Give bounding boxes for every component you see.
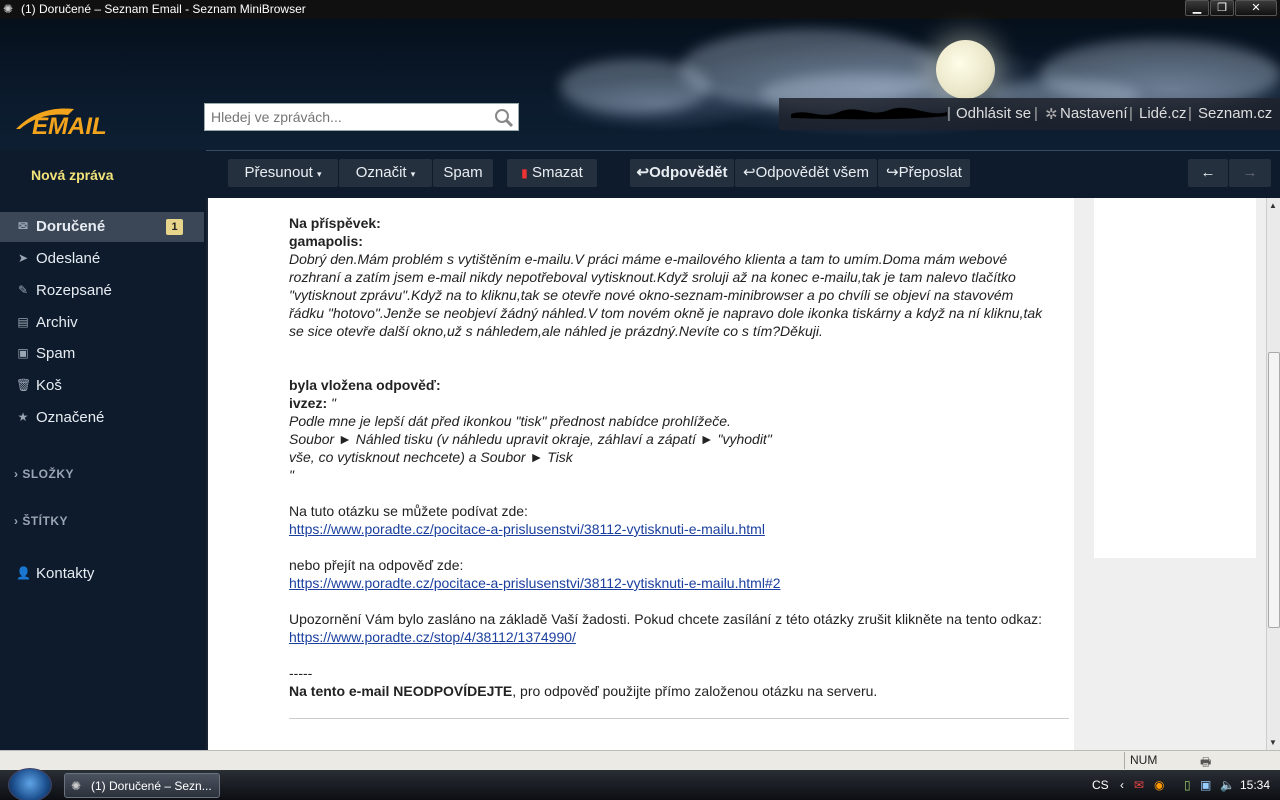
answer-line: Podle mne je lepší dát před ikonkou "tisk" přednost nabídce prohlížeče. bbox=[289, 413, 731, 429]
separator: | bbox=[1034, 105, 1038, 122]
trash-icon: 🗑 bbox=[16, 378, 32, 392]
folders-section-toggle[interactable] bbox=[14, 467, 74, 481]
separator: | bbox=[947, 105, 951, 122]
page-header bbox=[0, 19, 1280, 150]
printer-icon: 🖶 bbox=[1200, 755, 1212, 769]
mark-label: Označit bbox=[355, 164, 407, 181]
spam-folder-icon: ▣ bbox=[17, 346, 29, 360]
sidebar-item-label: Koš bbox=[36, 377, 62, 394]
answer-line: Soubor ► Náhled tisku (v náhledu upravit okraje, záhlaví a zápatí ► "vyhodit" bbox=[289, 431, 772, 447]
answer-line: " bbox=[289, 467, 294, 483]
question-line: řádku "hotovo".Jenže se neobjeví žádný náhled.V tom novém okně je napravo dole ikonka tiskárny a když na ní kliknu,tak bbox=[289, 305, 1043, 321]
reply-button[interactable] bbox=[630, 159, 734, 187]
inbox-icon: ✉ bbox=[17, 219, 29, 233]
moon-decoration bbox=[936, 40, 995, 99]
forward-button[interactable] bbox=[878, 159, 970, 187]
sidebar-item-label: Archiv bbox=[36, 314, 78, 331]
sidebar-item-starred[interactable] bbox=[0, 403, 204, 433]
tray-expand-icon[interactable]: ‹ bbox=[1120, 778, 1124, 792]
question-line: Dobrý den.Mám problém s vytištěním e-mailu.V práci máme e-mailového klienta a tam to umím.Doma mám webové bbox=[289, 251, 1008, 267]
seznam-link[interactable]: Seznam.cz bbox=[1198, 105, 1273, 122]
sidebar-item-label: Označené bbox=[36, 409, 105, 426]
labels-label: ŠTÍTKY bbox=[22, 514, 69, 528]
on-post-heading: Na příspěvek: bbox=[289, 215, 381, 231]
separator: | bbox=[1129, 105, 1133, 122]
draft-edit-icon: ✎ bbox=[17, 283, 29, 297]
taskbar-window-label: (1) Doručené – Sezn... bbox=[91, 779, 212, 793]
view-answer-text: nebo přejít na odpověď zde: bbox=[289, 557, 464, 573]
scrollbar-thumb[interactable] bbox=[1268, 352, 1280, 628]
trash-icon: ▮ bbox=[521, 166, 528, 180]
sidebar bbox=[0, 150, 206, 750]
sidebar-item-label: Odeslané bbox=[36, 250, 101, 267]
move-dropdown-button[interactable] bbox=[228, 159, 338, 187]
settings-link[interactable]: Nastavení bbox=[1060, 105, 1128, 122]
compose-button[interactable]: Nová zpráva bbox=[31, 167, 114, 183]
numlock-indicator: NUM bbox=[1124, 752, 1188, 769]
search-icon[interactable] bbox=[494, 108, 514, 128]
star-icon: ★ bbox=[17, 410, 29, 424]
footer-warning: Na tento e-mail NEODPOVÍDEJTE bbox=[289, 683, 513, 699]
previous-message-button[interactable] bbox=[1188, 159, 1228, 187]
chevron-right-icon: › bbox=[14, 467, 19, 481]
content-area bbox=[206, 198, 1266, 750]
reply-all-label: Odpovědět všem bbox=[755, 164, 869, 181]
footer-rest: , pro odpověď použijte přímo založenou otázku na serveru. bbox=[512, 683, 878, 699]
status-bar bbox=[0, 750, 1280, 770]
delete-button[interactable] bbox=[507, 159, 597, 187]
arrow-right-icon: → bbox=[1242, 164, 1258, 181]
forward-arrow-icon: ↪ bbox=[886, 164, 899, 181]
taskbar bbox=[0, 770, 1280, 800]
mark-dropdown-button[interactable] bbox=[339, 159, 432, 187]
next-message-button[interactable] bbox=[1229, 159, 1271, 187]
notice-text: Upozornění Vám bylo zasláno na základě Vaší žadosti. Pokud chcete zasílání z této otázky zrušit klikněte na tento odkaz: bbox=[289, 611, 1043, 627]
logo-text: EMAIL bbox=[32, 113, 107, 140]
answer-line: vše, co vytisknout nechcete) a Soubor ► Tisk bbox=[289, 449, 573, 465]
search-input[interactable] bbox=[205, 104, 485, 130]
footer-note bbox=[289, 682, 877, 700]
sidebar-item-contacts[interactable] bbox=[0, 559, 204, 589]
move-label: Přesunout bbox=[244, 164, 313, 181]
folders-label: SLOŽKY bbox=[22, 467, 75, 481]
minimize-icon[interactable]: ▁ bbox=[1185, 0, 1209, 16]
sidebar-item-sent[interactable] bbox=[0, 244, 204, 274]
quote-open: " bbox=[327, 395, 336, 411]
scroll-up-icon[interactable]: ▲ bbox=[1269, 201, 1277, 210]
divider bbox=[289, 718, 1069, 719]
taskbar-window-button[interactable] bbox=[64, 773, 220, 798]
volume-icon[interactable]: 🔈 bbox=[1220, 778, 1235, 792]
gear-icon[interactable]: ✲ bbox=[1045, 106, 1058, 123]
reply-arrow-icon: ↩ bbox=[636, 164, 650, 181]
chevron-right-icon: › bbox=[14, 514, 19, 528]
browser-app-icon: ✺ bbox=[3, 2, 14, 16]
scroll-down-icon[interactable]: ▼ bbox=[1269, 738, 1277, 747]
question-line: "vytisknout zprávu".Když na to kliknu,tak se otevře nové okno-seznam-minibrowser a po chvíli se objeví na stavovém bbox=[289, 287, 1014, 303]
sidebar-item-trash[interactable] bbox=[0, 371, 204, 401]
tray-app-icon[interactable]: ◉ bbox=[1154, 778, 1165, 792]
lide-link[interactable]: Lidé.cz bbox=[1139, 105, 1187, 122]
question-line: se sice otevře další okno,už s náhledem,ale náhled je prázdný.Nevíte co s tím?Děkuji. bbox=[289, 323, 823, 339]
close-icon[interactable]: ✕ bbox=[1235, 0, 1277, 16]
restore-icon[interactable]: ❐ bbox=[1210, 0, 1234, 16]
paper-plane-icon: ➤ bbox=[17, 251, 29, 265]
answer-author-line bbox=[289, 394, 336, 412]
window-titlebar bbox=[0, 0, 1280, 19]
redacted-username bbox=[789, 106, 949, 120]
sidebar-item-label: Rozepsané bbox=[36, 282, 112, 299]
clock[interactable]: 15:34 bbox=[1240, 778, 1271, 792]
window-title: (1) Doručené – Seznam Email - Seznam MiniBrowser bbox=[21, 2, 306, 16]
message-toolbar bbox=[206, 150, 1280, 198]
email-logo[interactable] bbox=[14, 103, 146, 141]
caret-down-icon: ▾ bbox=[410, 169, 416, 179]
network-icon[interactable]: ▣ bbox=[1200, 778, 1212, 792]
battery-icon[interactable]: ▯ bbox=[1184, 778, 1191, 792]
delete-label: Smazat bbox=[531, 164, 583, 181]
labels-section-toggle[interactable] bbox=[14, 514, 68, 528]
spam-button[interactable] bbox=[433, 159, 493, 187]
start-button[interactable] bbox=[8, 768, 52, 800]
search-box[interactable] bbox=[204, 103, 519, 131]
unread-count-badge: 1 bbox=[166, 219, 183, 235]
language-indicator[interactable]: CS bbox=[1092, 778, 1109, 792]
reply-all-icon: ↩ bbox=[743, 164, 756, 181]
separator: | bbox=[1188, 105, 1192, 122]
unsubscribe-link[interactable]: https://www.poradte.cz/stop/4/38112/1374990/ bbox=[289, 629, 576, 645]
reply-all-button[interactable] bbox=[735, 159, 877, 187]
browser-app-icon: ✺ bbox=[71, 779, 82, 793]
right-side-panel bbox=[1094, 198, 1256, 558]
message-body bbox=[208, 198, 1074, 750]
sidebar-item-spam[interactable] bbox=[0, 339, 204, 369]
mail-notify-icon[interactable]: ✉ bbox=[1134, 778, 1145, 792]
archive-icon: ▤ bbox=[17, 315, 29, 329]
vertical-scrollbar[interactable] bbox=[1266, 198, 1280, 750]
view-question-text: Na tuto otázku se můžete podívat zde: bbox=[289, 503, 528, 519]
question-link[interactable]: https://www.poradte.cz/pocitace-a-prislusenstvi/38112-vytisknuti-e-mailu.html bbox=[289, 521, 765, 537]
signature-separator: ----- bbox=[289, 665, 313, 681]
sidebar-item-label: Spam bbox=[36, 345, 76, 362]
caret-down-icon: ▾ bbox=[317, 169, 322, 179]
sidebar-item-label: Doručené bbox=[36, 218, 106, 235]
sidebar-item-archive[interactable] bbox=[0, 308, 204, 338]
sidebar-item-inbox[interactable] bbox=[0, 212, 204, 242]
answer-heading: byla vložena odpověď: bbox=[289, 377, 441, 393]
logout-link[interactable]: Odhlásit se bbox=[956, 105, 1032, 122]
arrow-left-icon: ← bbox=[1200, 164, 1216, 181]
spam-label: Spam bbox=[443, 164, 483, 181]
answer-author: ivzez: bbox=[289, 395, 328, 411]
question-line: rozhraní a zatím jsem e-mail nikdy nepotřeboval vytisknout.Když sroluji až na konec e-mailu,tak je tam nalevo tlačítko bbox=[289, 269, 1016, 285]
sidebar-item-label: Kontakty bbox=[36, 565, 95, 582]
user-navigation bbox=[779, 98, 1280, 130]
reply-label: Odpovědět bbox=[649, 164, 728, 181]
person-icon: 👤 bbox=[16, 566, 31, 580]
sidebar-item-drafts[interactable] bbox=[0, 276, 204, 306]
forward-label: Přeposlat bbox=[898, 164, 962, 181]
author-name: gamapolis: bbox=[289, 233, 363, 249]
answer-link[interactable]: https://www.poradte.cz/pocitace-a-prislusenstvi/38112-vytisknuti-e-mailu.html#2 bbox=[289, 575, 781, 591]
